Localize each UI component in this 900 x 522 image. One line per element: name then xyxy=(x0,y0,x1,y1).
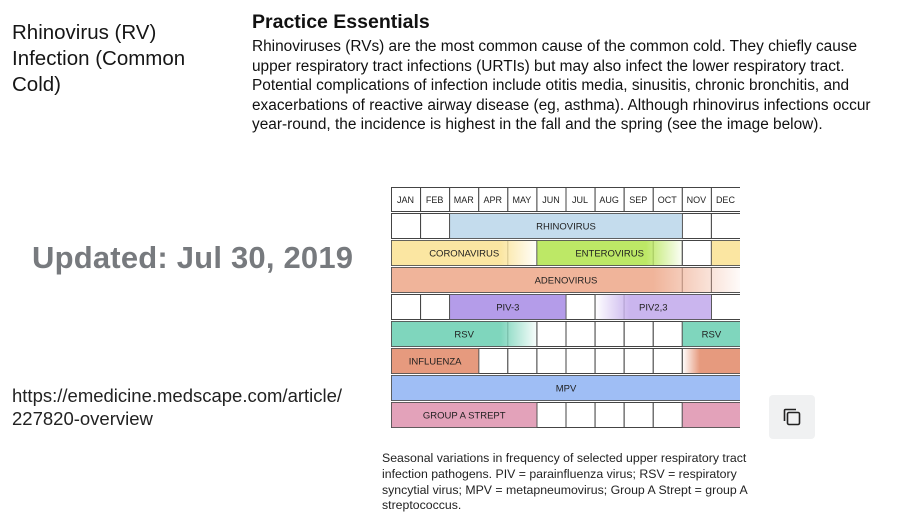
month-label: MAY xyxy=(512,195,532,205)
grid-cell xyxy=(566,295,595,320)
grid-cell xyxy=(682,241,711,266)
grid-cell xyxy=(624,322,653,347)
month-label: JUL xyxy=(572,195,589,205)
pathogen-label: CORONAVIRUS xyxy=(429,248,500,260)
grid-cell xyxy=(537,403,566,428)
pathogen-calendar-chart xyxy=(391,187,740,428)
source-link[interactable]: https://emedicine.medscape.com/article/227820-overview xyxy=(12,385,343,429)
figure-caption: Seasonal variations in frequency of selected upper respiratory tract infection pathogens. PIV = parainfluenza virus; RSV = respiratory syncytial virus; MPV = metapneumovirus; Group A Strept = group A streptococcus. xyxy=(382,451,747,513)
pathogen-label: RSV xyxy=(701,329,722,341)
grid-cell xyxy=(624,349,653,374)
grid-cell xyxy=(595,403,624,428)
grid-cell xyxy=(421,295,450,320)
grid-cell xyxy=(566,403,595,428)
section-heading: Practice Essentials xyxy=(252,11,430,33)
month-label: AUG xyxy=(599,195,619,205)
grid-cell xyxy=(653,322,682,347)
month-label: OCT xyxy=(657,195,677,205)
pathogen-label: PIV2,3 xyxy=(638,302,668,314)
grid-cell xyxy=(624,403,653,428)
grid-cell xyxy=(566,322,595,347)
pathogen-bar xyxy=(682,403,740,428)
grid-cell xyxy=(537,322,566,347)
month-label: FEB xyxy=(425,195,444,205)
grid-cell xyxy=(421,214,450,239)
month-label: MAR xyxy=(453,195,474,205)
section-paragraph: Rhinoviruses (RVs) are the most common cause of the common cold. They chiefly cause upper respiratory tract infections (URTIs) but may also infect the lower respiratory tract. Potential complications of infection include otitis media, sinusitis, chronic bronchitis, and exacerbations of reactive airway disease (eg, asthma). Although rhinovirus infections occur year-round, the incidence is highest in the fall and the spring (see the image below). xyxy=(252,38,871,133)
seasonal-pathogen-figure xyxy=(391,187,740,428)
pathogen-bar xyxy=(711,241,740,266)
grid-cell xyxy=(682,214,711,239)
pathogen-label: ENTEROVIRUS xyxy=(575,248,644,260)
month-label: DEC xyxy=(715,195,735,205)
grid-cell xyxy=(479,349,508,374)
pathogen-label: ADENOVIRUS xyxy=(534,275,598,287)
pathogen-label: INFLUENZA xyxy=(408,356,462,368)
grid-cell xyxy=(392,295,421,320)
pathogen-label: RHINOVIRUS xyxy=(536,221,596,233)
grid-cell xyxy=(653,349,682,374)
month-label: APR xyxy=(483,195,503,205)
grid-cell xyxy=(653,403,682,428)
copy-icon xyxy=(781,406,803,428)
grid-cell xyxy=(595,349,624,374)
month-label: NOV xyxy=(686,195,707,205)
grid-cell xyxy=(595,322,624,347)
month-label: JAN xyxy=(397,195,415,205)
grid-cell xyxy=(711,214,740,239)
grid-cell xyxy=(566,349,595,374)
grid-cell xyxy=(711,295,740,320)
copy-button[interactable] xyxy=(769,395,815,439)
article-title: Rhinovirus (RV) Infection (Common Cold) xyxy=(12,21,186,96)
pathogen-bar xyxy=(682,349,740,374)
updated-date: Updated: Jul 30, 2019 xyxy=(32,240,354,275)
pathogen-label: PIV-3 xyxy=(496,302,520,314)
month-label: JUN xyxy=(542,195,560,205)
grid-cell xyxy=(392,214,421,239)
month-label: SEP xyxy=(629,195,648,205)
grid-cell xyxy=(537,349,566,374)
pathogen-label: MPV xyxy=(555,383,577,395)
pathogen-label: RSV xyxy=(454,329,474,341)
pathogen-label: GROUP A STREPT xyxy=(422,410,506,422)
grid-cell xyxy=(508,349,537,374)
